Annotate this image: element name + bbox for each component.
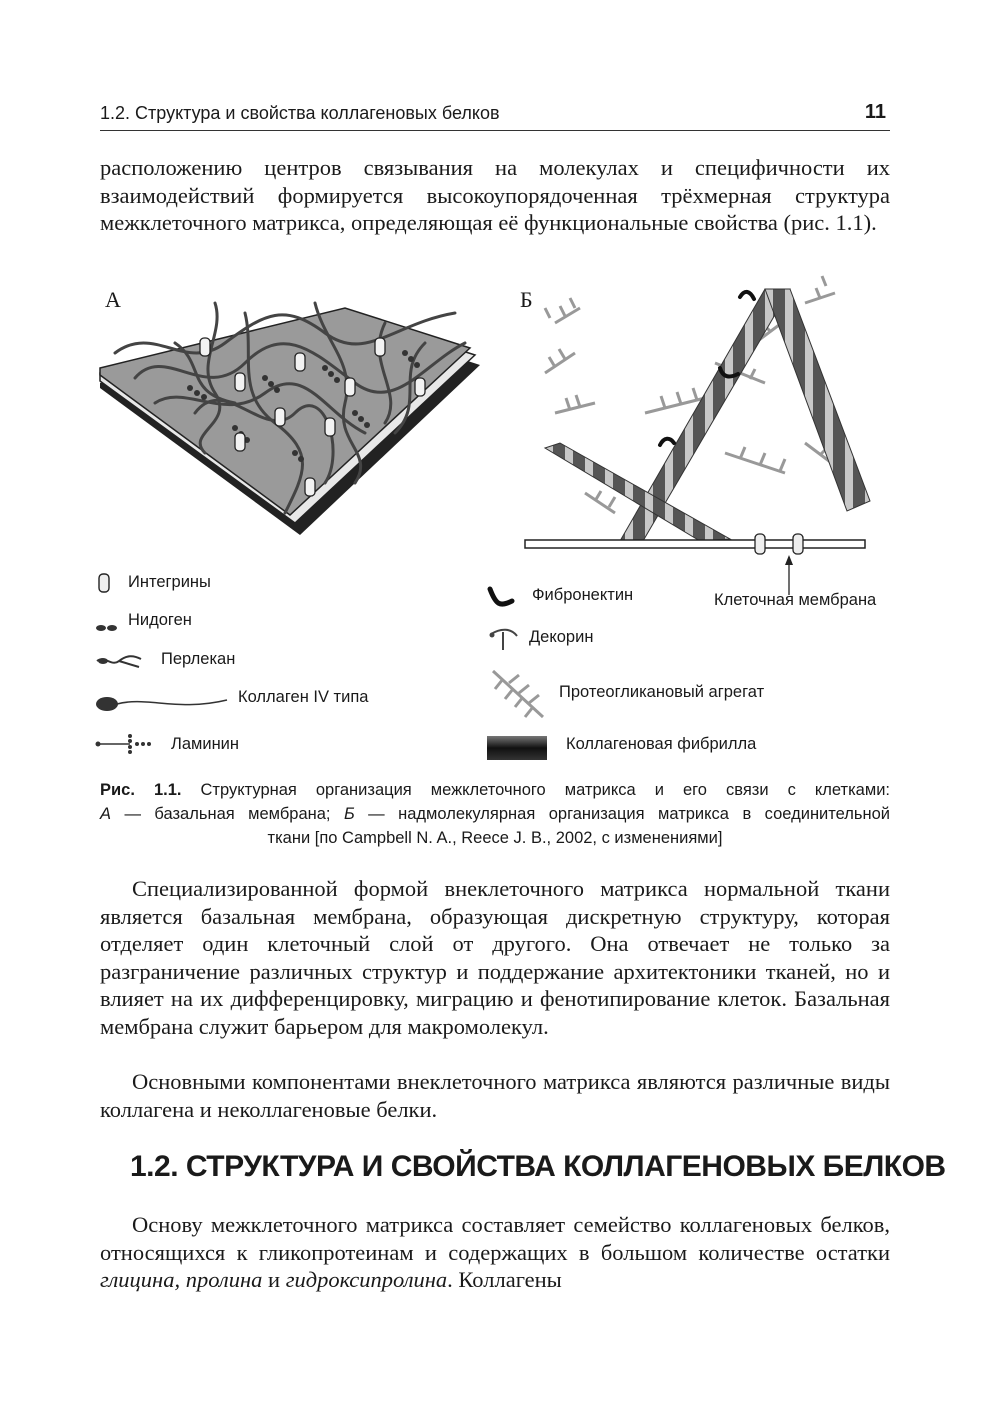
collagen-iv-icon (95, 692, 235, 716)
basement-membrane-illustration (95, 283, 495, 543)
perlecan-icon (95, 653, 155, 669)
fibronectin-icon (487, 583, 517, 613)
legend-decorin: Декорин (529, 628, 594, 646)
section-paragraph-end: . Коллагены (447, 1267, 562, 1292)
legend-proteoglycan-aggregate: Протеогликановый агрегат (559, 683, 765, 701)
term-proline: пролина (185, 1267, 263, 1292)
legend-perlecan: Перлекан (161, 650, 236, 668)
caption-label: Рис. 1.1. (100, 781, 182, 799)
term-glycine: глицина, (100, 1267, 181, 1292)
intro-paragraph: расположению центров связывания на молекулах и специфичности их взаимодействий формируется высокоупорядоченная трёхмерная структура межклеточного матрикса, определяющая её функциональные свойства (рис. 1.1). (100, 155, 890, 235)
caption-a-letter: А (100, 805, 112, 823)
body-paragraph-1: Специализированной формой внеклеточного матрикса нормальной ткани является базальная мембрана, образующая дискретную структуру, которая отделяет один клеточный слой от другого. Она отвечает не только за разграничение различных структур и поддержание архитектоники тканей, но и влияет на их дифференцировку, миграцию и фенотипирование клеток. Базальная мембрана служит барьером для макромолекул. (100, 876, 890, 1039)
caption-line3: ткани [по Campbell N. A., Reece J. B., 2002, с изменениями] (267, 829, 723, 847)
conjunction: и (262, 1267, 286, 1292)
page-number: 11 (864, 101, 886, 123)
panel-b-label: Б (520, 287, 533, 312)
legend-collagen-iv: Коллаген IV типа (238, 688, 369, 706)
laminin-icon (95, 732, 160, 756)
caption-b-text: — надмолекулярная организация матрикса в соединительной (354, 805, 890, 823)
nidogen-icon (95, 623, 123, 633)
body-paragraph-2: Основными компонентами внеклеточного матрикса являются различные виды коллагена и неколлагеновые белки. (100, 1069, 890, 1122)
section-paragraph-start: Основу межклеточного матрикса составляет семейство коллагеновых белков, относящихся к гликопротеинам и содержащих в большом количестве остатки (100, 1212, 890, 1265)
decorin-icon (489, 626, 519, 652)
section-heading: 1.2. СТРУКТУРА И СВОЙСТВА КОЛЛАГЕНОВЫХ БЕЛКОВ (130, 1150, 946, 1183)
legend-laminin: Ламинин (171, 735, 240, 753)
running-title: 1.2. Структура и свойства коллагеновых белков (100, 103, 500, 123)
panel-a-label: А (105, 287, 121, 312)
integrin-icon (97, 572, 111, 596)
section-paragraph (100, 1211, 890, 1294)
legend-integrins: Интегрины (128, 573, 211, 591)
figure-1-1 (95, 283, 895, 778)
connective-tissue-illustration (525, 283, 875, 573)
legend-nidogen: Нидоген (128, 611, 192, 629)
caption-line1: Структурная организация межклеточного матрикса и его связи с клетками: (200, 781, 891, 799)
legend-collagen-fibril: Коллагеновая фибрилла (566, 735, 757, 753)
membrane-label: Клеточная мембрана (714, 591, 877, 609)
caption-a-text: — базальная мембрана; (111, 805, 344, 823)
collagen-fibril-icon (487, 736, 547, 760)
caption-b-letter: Б (343, 805, 355, 823)
term-hydroxyproline: гидроксипролина (285, 1267, 448, 1292)
legend-fibronectin: Фибронектин (532, 586, 634, 604)
proteoglycan-aggregate-icon (487, 665, 551, 723)
figure-caption (100, 778, 890, 850)
running-header (100, 100, 890, 131)
